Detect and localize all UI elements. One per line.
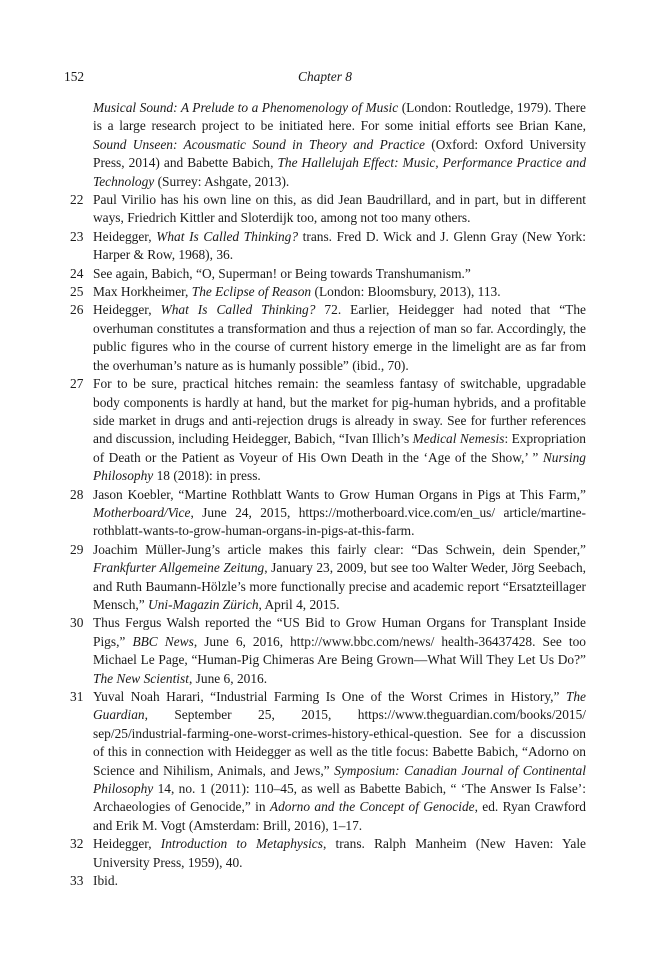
- endnote-text: (London: Bloomsbury, 2013), 113.: [311, 284, 501, 300]
- endnote-title: Symposium: Canadian Journal of Continental Philosophy: [93, 762, 586, 797]
- endnote-text: Ibid.: [93, 873, 118, 889]
- endnote: [64, 872, 586, 890]
- endnote-text: (Oxford: Oxford University Press, 2014) and Babette Babich,: [93, 136, 586, 171]
- endnote-text: Joachim Müller-Jung’s article makes this fairly clear: “Das Schwein, dein Spender,”: [93, 541, 586, 557]
- endnote-text: Max Horkheimer,: [93, 284, 192, 300]
- endnote-number: 28: [70, 486, 84, 502]
- endnote-number: 30: [70, 615, 84, 631]
- endnote-text: Heidegger,: [93, 302, 161, 318]
- endnote: [64, 614, 586, 688]
- endnote-text: trans. Fred D. Wick and J. Glenn Gray (New York: Harper & Row, 1968), 36.: [93, 228, 586, 263]
- endnote-text: , trans. Ralph Manheim (New Haven: Yale University Press, 1959), 40.: [93, 836, 586, 870]
- endnote: [64, 541, 586, 615]
- endnote-text: Heidegger,: [93, 228, 157, 244]
- page-header: [64, 68, 586, 88]
- endnote-text: , April 4, 2015.: [258, 596, 340, 612]
- endnote-title: What Is Called Thinking?: [160, 302, 316, 318]
- endnote-text: See again, Babich, “O, Superman! or Being towards Transhumanism.”: [93, 265, 471, 281]
- endnote-title: Motherboard/Vice: [93, 504, 191, 520]
- endnote-title: Nursing Philosophy: [93, 449, 586, 484]
- endnote-title: The Guardian: [93, 689, 586, 723]
- endnote-title: The New Scientist: [93, 670, 189, 686]
- endnote-text: , January 23, 2009, but see too Walter Weder, Jörg Seebach, and Ruth Baumann-Hölzle’s more functionally precise and academic report “Ersatzteillager Mensch,”: [93, 560, 586, 612]
- endnote-title: Frankfurter Allgemeine Zeitung: [93, 560, 265, 576]
- endnote-number: 31: [70, 689, 84, 704]
- endnote-title: Medical Nemesis: [412, 431, 505, 447]
- endnote-number: 22: [70, 192, 84, 208]
- endnote-text: (London: Routledge, 1979). There is a large research project to be initiated here. For some initial efforts see Brian Kane,: [93, 100, 586, 134]
- endnote-number: 32: [70, 836, 84, 852]
- endnote: [64, 486, 586, 541]
- endnote-title: The Eclipse of Reason: [191, 284, 312, 300]
- endnote-text: , June 6, 2016.: [188, 670, 268, 686]
- endnote: [64, 375, 586, 485]
- endnote-title: BBC News: [132, 633, 194, 649]
- endnote-text: 18 (2018): in press.: [153, 468, 261, 484]
- endnote-text: Heidegger,: [93, 836, 161, 852]
- endnote-title: Musical Sound: A Prelude to a Phenomenology of Music: [93, 100, 399, 115]
- endnote-number: 27: [70, 376, 84, 392]
- endnote-text: 72. Earlier, Heidegger had noted that “The overhuman constitutes a transformation and thus a rejection of man so far. Accordingly, the public figures who in the course of current history emerge in the limelight are as far from the overhuman’s nature as is humanly possible” (ibid., 70).: [93, 302, 586, 373]
- endnote: [64, 688, 586, 835]
- running-head: Chapter 8: [298, 69, 352, 84]
- endnote-text: , September 25, 2015, https://www.theguardian.com/books/2015/ sep/25/industrial-farming-one-worst-crimes-history-ethical-question. See for a discussion of this in connection with Heidegger as well as the title focus: Babette Babich, “Adorno on Science and Nihilism, Animals, and Jews,”: [93, 707, 586, 778]
- endnote-title: What Is Called Thinking?: [156, 228, 299, 244]
- endnote-text: : Expropriation of Death or the Patient as Voyeur of His Own Death in the ‘Age of the Show,’ ”: [93, 431, 586, 465]
- endnote-text: Paul Virilio has his own line on this, as did Jean Baudrillard, and in part, but in different ways, Friedrich Kittler and Sloterdijk too, among not too many others.: [93, 192, 586, 226]
- endnote: [64, 301, 586, 375]
- endnote-title: Uni-Magazin Zürich: [148, 596, 259, 612]
- page-number: 152: [64, 69, 85, 84]
- endnote-text: , June 24, 2015, https://motherboard.vice.com/en_us/ article/martine-rothblatt-wants-to-grow-human-organs-in-pigs-at-this-farm.: [93, 504, 586, 539]
- endnote: [64, 265, 586, 283]
- endnote-text: , June 6, 2016, http://www.bbc.com/news/ health-36437428. See too Michael Le Page, “Human-Pig Chimeras Are Being Grown—What Will They Let Us Do?”: [93, 633, 587, 668]
- endnote-number: 33: [70, 873, 84, 889]
- endnote-text: Yuval Noah Harari, “Industrial Farming Is One of the Worst Crimes in History,”: [93, 689, 566, 704]
- endnote-text: Jason Koebler, “Martine Rothblatt Wants to Grow Human Organs in Pigs at This Farm,”: [93, 486, 586, 502]
- endnote: [64, 283, 586, 301]
- endnote-title: Sound Unseen: Acousmatic Sound in Theory and Practice: [93, 136, 425, 152]
- endnote: [64, 228, 586, 265]
- endnote: [64, 99, 586, 191]
- endnote-text: , ed. Ryan Crawford and Erik M. Vogt (Amsterdam: Brill, 2016), 1–17.: [93, 799, 587, 833]
- endnotes-list: [64, 99, 586, 890]
- endnote: [64, 835, 586, 872]
- endnote-title: Introduction to Metaphysics: [160, 836, 323, 852]
- endnote-text: For to be sure, practical hitches remain: the seamless fantasy of switchable, upgradable body components is hardly at hand, but the market for pig-human hybrids, and a profitable side market in drugs and anti-rejection drugs is already in sway. See for further references and discussion, including Heidegger, Babich, “Ivan Illich’s: [93, 376, 586, 447]
- endnote-title: The Hallelujah Effect: Music, Performance Practice and Technology: [93, 155, 587, 189]
- endnote-number: 26: [70, 302, 84, 318]
- endnote-number: 24: [70, 265, 84, 281]
- endnote-title: Adorno and the Concept of Genocide: [269, 799, 475, 815]
- endnote-text: (Surrey: Ashgate, 2013).: [154, 173, 290, 189]
- endnote: [64, 191, 586, 228]
- endnote-number: 25: [70, 284, 84, 300]
- endnote-text: 14, no. 1 (2011): 110–45, as well as Babette Babich, “ ‘The Answer Is False’: Archaeologies of Genocide,” in: [93, 781, 586, 815]
- endnote-text: Thus Fergus Walsh reported the “US Bid to Grow Human Organs for Transplant Inside Pigs,”: [93, 615, 586, 649]
- endnote-number: 23: [70, 228, 84, 244]
- endnote-number: 29: [70, 541, 84, 557]
